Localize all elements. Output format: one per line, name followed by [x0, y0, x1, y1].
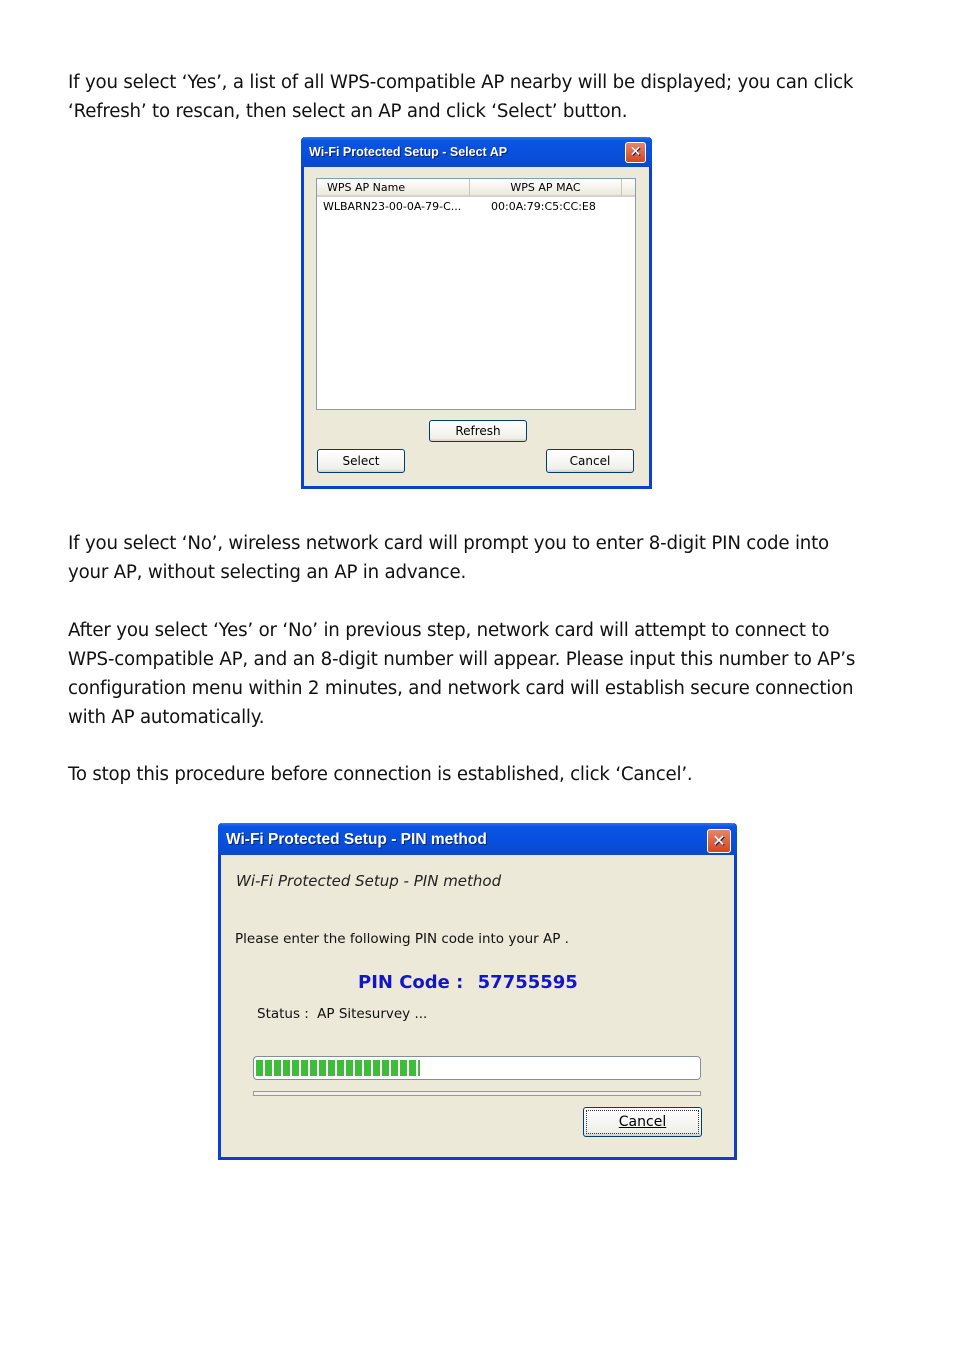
- select-ap-dialog: [301, 137, 652, 489]
- close-icon[interactable]: ✕: [707, 829, 731, 853]
- paragraph-line: If you select ‘No’, wireless network card will prompt you to enter 8-digit PIN code into: [68, 533, 829, 554]
- column-header-ap-mac[interactable]: WPS AP MAC: [470, 179, 622, 197]
- select-button[interactable]: Select: [317, 449, 405, 473]
- refresh-button[interactable]: Refresh: [429, 420, 527, 442]
- ap-list[interactable]: [316, 178, 636, 410]
- pin-method-dialog: [218, 823, 737, 1160]
- cancel-button[interactable]: Cancel: [546, 449, 634, 473]
- progress-fill: [256, 1060, 420, 1076]
- cancel-button[interactable]: Cancel: [583, 1107, 702, 1137]
- status-label: Status :: [257, 1006, 309, 1022]
- select-ap-title: Wi-Fi Protected Setup - Select AP: [309, 145, 508, 159]
- paragraph-line: WPS-compatible AP, and an 8-digit number will appear. Please input this number to AP’s: [68, 649, 856, 670]
- pin-method-heading: Wi-Fi Protected Setup - PIN method: [236, 872, 502, 890]
- separator: [253, 1091, 701, 1096]
- paragraph-line: your AP, without selecting an AP in advance.: [68, 562, 467, 583]
- column-header-filler: [622, 179, 635, 197]
- pin-instruction: Please enter the following PIN code into your AP .: [235, 931, 569, 947]
- pin-method-title: Wi-Fi Protected Setup - PIN method: [226, 831, 487, 848]
- status-line: [257, 1006, 427, 1022]
- pin-code-display: [358, 972, 578, 993]
- select-ap-titlebar: [301, 137, 652, 167]
- close-icon[interactable]: ✕: [625, 142, 646, 163]
- list-item[interactable]: [317, 199, 635, 215]
- progress-bar: [253, 1056, 701, 1080]
- paragraph-line: ‘Refresh’ to rescan, then select an AP and click ‘Select’ button.: [68, 101, 628, 122]
- paragraph-line: If you select ‘Yes’, a list of all WPS-compatible AP nearby will be displayed; you can click: [68, 72, 854, 93]
- paragraph-line: To stop this procedure before connection is established, click ‘Cancel’.: [68, 764, 693, 785]
- paragraph-line: with AP automatically.: [68, 707, 265, 728]
- intro-paragraph: [68, 68, 888, 126]
- ap-mac-cell: 00:0A:79:C5:CC:E8: [491, 200, 596, 213]
- pin-code-value: 57755595: [477, 972, 578, 993]
- paragraph-line: configuration menu within 2 minutes, and network card will establish secure connection: [68, 678, 854, 699]
- ap-name-cell: WLBARN23-00-0A-79-C...: [323, 200, 462, 213]
- cancel-paragraph: [68, 760, 888, 789]
- column-header-ap-name[interactable]: WPS AP Name: [317, 179, 470, 197]
- pin-code-label: PIN Code :: [358, 972, 464, 993]
- status-value: AP Sitesurvey ...: [317, 1006, 428, 1022]
- paragraph-line: After you select ‘Yes’ or ‘No’ in previous step, network card will attempt to connect to: [68, 620, 830, 641]
- pin-method-titlebar: [218, 823, 737, 855]
- no-option-paragraph: [68, 529, 888, 587]
- connection-paragraph: [68, 616, 888, 732]
